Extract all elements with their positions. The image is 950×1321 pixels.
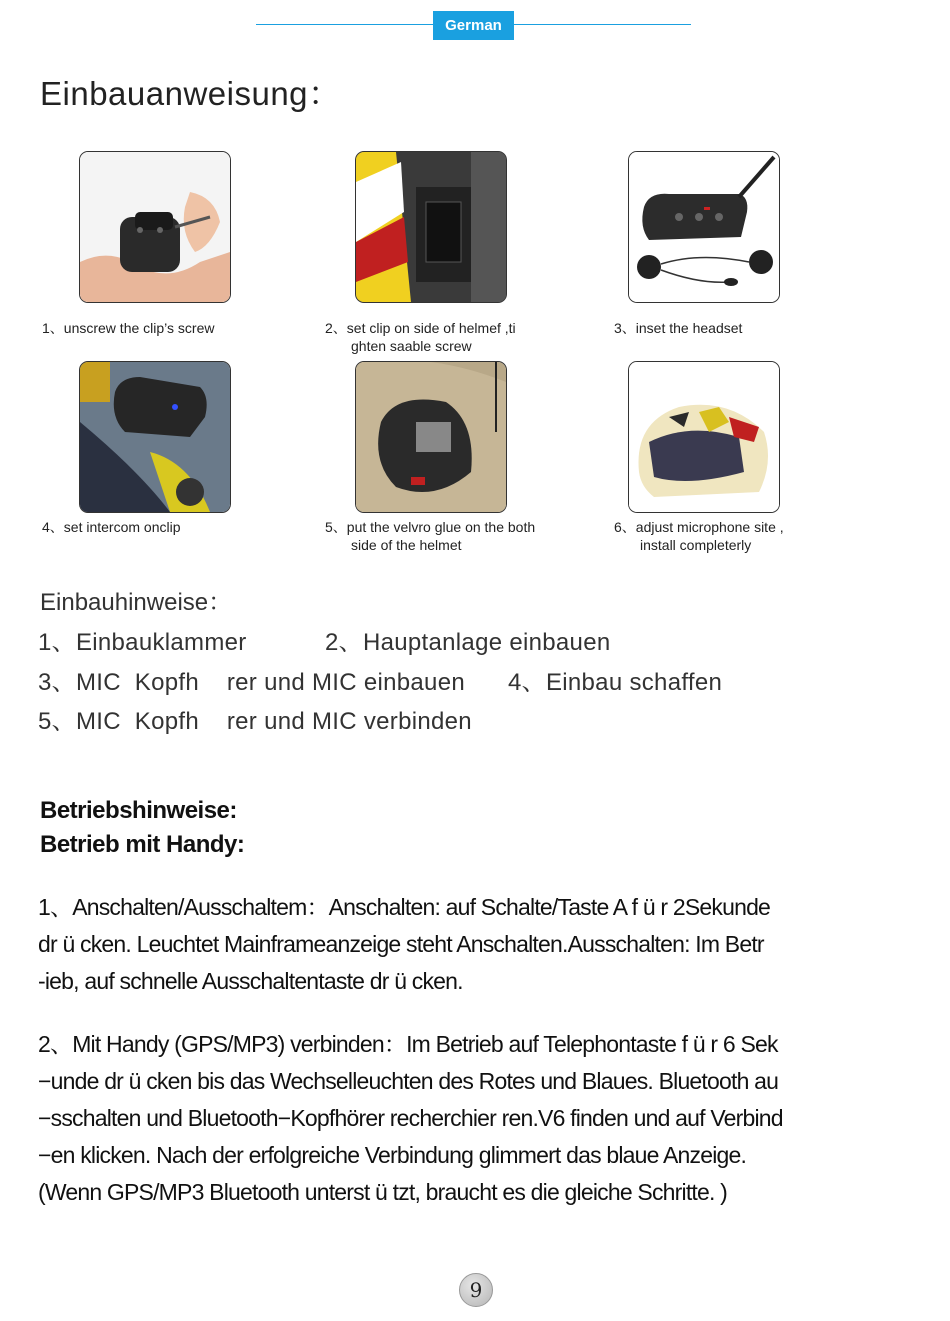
step-2-caption	[325, 319, 516, 355]
operation-heading: Betriebshinweise:	[40, 797, 237, 824]
paragraph-line: -ieb, auf schnelle Ausschaltentaste dr ü cken.	[38, 968, 463, 994]
helmet-interior-image	[356, 362, 506, 512]
step-1-photo	[79, 151, 231, 303]
step-6-caption-line1: 6、adjust microphone site ,	[614, 519, 784, 535]
paragraph-line: dr ü cken. Leuchtet Mainframeanzeige steht Anschalten.Ausschalten: Im Betr	[38, 931, 764, 957]
header-rule-right	[514, 24, 691, 25]
step-6-caption	[614, 518, 784, 554]
page-title: Einbauanweisung：	[40, 75, 342, 112]
hint-item: 5、MIC Kopfh rer und MIC verbinden	[38, 708, 472, 735]
step-5-photo	[355, 361, 507, 513]
paragraph-line: (Wenn GPS/MP3 Bluetooth unterst ü tzt, braucht es die gleiche Schritte. )	[38, 1179, 728, 1205]
step-4-caption	[42, 518, 181, 536]
finished-helmet-image	[629, 362, 779, 512]
step-2-photo	[355, 151, 507, 303]
paragraph-line: 1、Anschalten/Ausschaltem：Anschalten: auf Schalte/Taste A f ü r 2Sekunde	[38, 894, 771, 920]
step-4-caption-text: 4、set intercom onclip	[42, 519, 181, 535]
clip-in-hand-image	[80, 152, 230, 302]
paragraph-line: −unde dr ü cken bis das Wechselleuchten des Rotes und Blaues. Bluetooth au	[38, 1068, 779, 1094]
installation-hints-title: Einbauhinweise：	[40, 589, 233, 616]
helmet-clip-image	[356, 152, 506, 302]
step-1-caption-text: 1、unscrew the clip’s screw	[42, 320, 215, 336]
hint-item: 3、MIC Kopfh rer und MIC einbauen	[38, 669, 466, 696]
step-4-photo	[79, 361, 231, 513]
step-2-caption-line1: 2、set clip on side of helmef ,ti	[325, 320, 516, 336]
step-5-caption-line2: side of the helmet	[351, 537, 462, 553]
hint-item: 1、Einbauklammer	[38, 629, 247, 656]
intercom-mounted-image	[80, 362, 230, 512]
phone-operation-heading: Betrieb mit Handy:	[40, 831, 245, 858]
paragraph-power	[38, 889, 838, 1000]
hint-item: 4、Einbau schaffen	[508, 669, 723, 696]
step-6-caption-line2: install completerly	[640, 537, 752, 553]
step-1-caption	[42, 319, 214, 337]
paragraph-line: 2、Mit Handy (GPS/MP3) verbinden：Im Betrieb auf Telephontaste f ü r 6 Sek	[38, 1031, 778, 1057]
page-number: 9	[459, 1273, 493, 1307]
paragraph-phone-pairing	[38, 1026, 838, 1211]
step-5-caption	[325, 518, 535, 554]
step-2-caption-line2: ghten saable screw	[351, 338, 472, 354]
language-badge: German	[433, 11, 514, 40]
step-5-caption-line1: 5、put the velvro glue on the both	[325, 519, 536, 535]
paragraph-line: −en klicken. Nach der erfolgreiche Verbindung glimmert das blaue Anzeige.	[38, 1142, 747, 1168]
step-3-caption	[614, 319, 742, 337]
header-rule-left	[256, 24, 433, 25]
headset-unit-image	[629, 152, 779, 302]
step-3-caption-text: 3、inset the headset	[614, 320, 743, 336]
step-6-photo	[628, 361, 780, 513]
step-3-photo	[628, 151, 780, 303]
hint-item: 2、Hauptanlage einbauen	[325, 629, 611, 656]
paragraph-line: −sschalten und Bluetooth−Kopfhörer recherchier ren.V6 finden und auf Verbind	[38, 1105, 783, 1131]
